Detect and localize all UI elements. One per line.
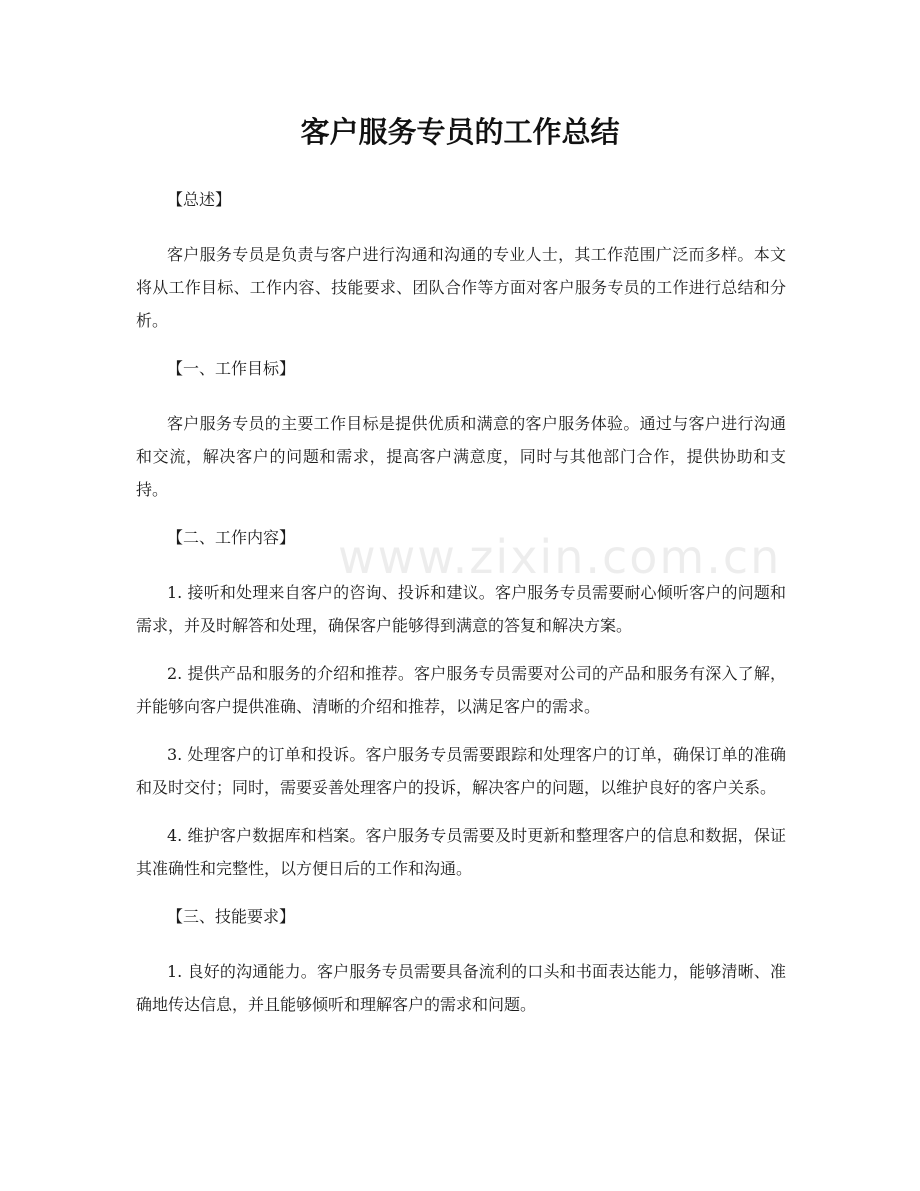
paragraph-content-item-1: 1. 接听和处理来自客户的咨询、投诉和建议。客户服务专员需要耐心倾听客户的问题和需求，并及时解答和处理，确保客户能够得到满意的答复和解决方案。 <box>136 583 786 635</box>
paragraph-skills-item-1: 1. 良好的沟通能力。客户服务专员需要具备流利的口头和书面表达能力，能够清晰、准确地传达信息，并且能够倾听和理解客户的需求和问题。 <box>136 962 786 1014</box>
document-title: 客户服务专员的工作总结 <box>300 115 620 149</box>
section-heading-overview: 【总述】 <box>167 190 232 209</box>
section-heading-content: 【二、工作内容】 <box>167 528 296 547</box>
paragraph-content-item-4: 4. 维护客户数据库和档案。客户服务专员需要及时更新和整理客户的信息和数据，保证其准确性和完整性，以方便日后的工作和沟通。 <box>136 826 786 878</box>
section-heading-goals: 【一、工作目标】 <box>167 359 296 378</box>
paragraph-content-item-3: 3. 处理客户的订单和投诉。客户服务专员需要跟踪和处理客户的订单，确保订单的准确和及时交付；同时，需要妥善处理客户的投诉，解决客户的问题，以维护良好的客户关系。 <box>136 745 786 797</box>
paragraph-overview: 客户服务专员是负责与客户进行沟通和沟通的专业人士，其工作范围广泛而多样。本文将从工作目标、工作内容、技能要求、团队合作等方面对客户服务专员的工作进行总结和分析。 <box>136 245 786 330</box>
paragraph-content-item-2: 2. 提供产品和服务的介绍和推荐。客户服务专员需要对公司的产品和服务有深入了解，并能够向客户提供准确、清晰的介绍和推荐，以满足客户的需求。 <box>136 664 786 716</box>
document-body <box>136 183 786 1036</box>
paragraph-goals: 客户服务专员的主要工作目标是提供优质和满意的客户服务体验。通过与客户进行沟通和交流，解决客户的问题和需求，提高客户满意度，同时与其他部门合作，提供协助和支持。 <box>136 414 786 499</box>
watermark: www.zixin.com.cn <box>338 530 782 584</box>
section-heading-skills: 【三、技能要求】 <box>167 907 296 926</box>
